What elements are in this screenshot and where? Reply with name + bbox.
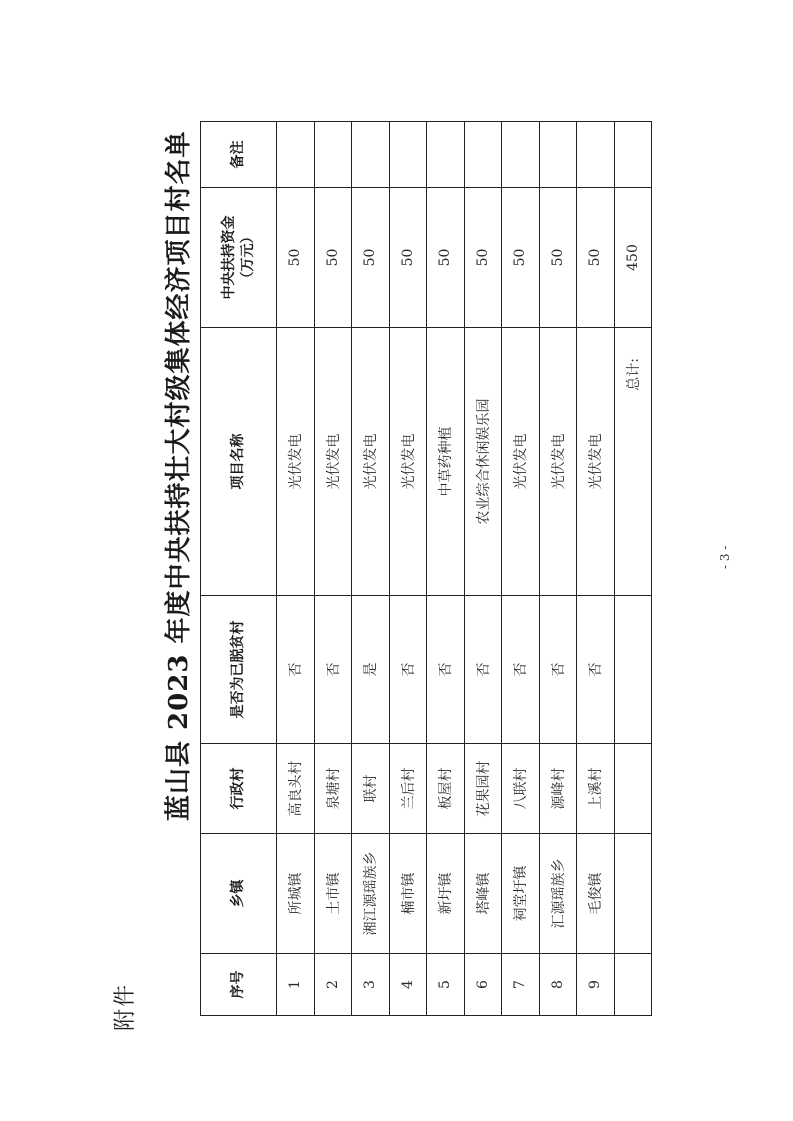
attachment-label: 附件: [113, 982, 138, 1031]
cell-project-name: 光伏发电: [539, 328, 577, 596]
cell-township: 祠堂圩镇: [502, 834, 540, 954]
cell-seq: 2: [314, 954, 352, 1016]
cell-seq: 1: [277, 954, 315, 1016]
table-row: [427, 122, 465, 1016]
cell-township: 塔峰镇: [464, 834, 502, 954]
cell-township: 汇源瑶族乡: [539, 834, 577, 954]
cell-poverty-status: 否: [539, 596, 577, 744]
cell-remarks: [614, 122, 652, 188]
cell-seq: 5: [427, 954, 465, 1016]
table-row: [464, 122, 502, 1016]
cell-village: [614, 744, 652, 834]
cell-township: 新圩镇: [427, 834, 465, 954]
cell-seq: 3: [352, 954, 390, 1016]
cell-poverty-status: 否: [577, 596, 615, 744]
cell-township: 所城镇: [277, 834, 315, 954]
cell-remarks: [502, 122, 540, 188]
header-township: 乡镇: [201, 834, 277, 954]
cell-remarks: [577, 122, 615, 188]
cell-funding: 50: [539, 188, 577, 328]
cell-seq: 8: [539, 954, 577, 1016]
header-funding-line1: 中央扶持资金: [220, 215, 237, 300]
page-number: - 3 -: [718, 545, 732, 569]
cell-funding: 50: [352, 188, 390, 328]
table-row: [502, 122, 540, 1016]
cell-remarks: [314, 122, 352, 188]
cell-village: 板屋村: [427, 744, 465, 834]
cell-remarks: [277, 122, 315, 188]
cell-seq: 7: [502, 954, 540, 1016]
cell-remarks: [352, 122, 390, 188]
header-village: 行政村: [201, 744, 277, 834]
cell-project-name: 光伏发电: [502, 328, 540, 596]
cell-poverty-status: [614, 596, 652, 744]
table-row: [389, 122, 427, 1016]
table-row: [352, 122, 390, 1016]
cell-poverty-status: 否: [464, 596, 502, 744]
project-village-table: [200, 121, 652, 1016]
cell-funding: 50: [314, 188, 352, 328]
cell-funding: 50: [277, 188, 315, 328]
cell-village: 花果园村: [464, 744, 502, 834]
cell-seq: 9: [577, 954, 615, 1016]
cell-seq: 6: [464, 954, 502, 1016]
header-project-name: 项目名称: [201, 328, 277, 596]
cell-project-name: 光伏发电: [577, 328, 615, 596]
cell-village: 八联村: [502, 744, 540, 834]
table-header-row: [201, 122, 277, 1016]
cell-township: 土市镇: [314, 834, 352, 954]
cell-township: 楠市镇: [389, 834, 427, 954]
cell-funding: 50: [427, 188, 465, 328]
cell-poverty-status: 是: [352, 596, 390, 744]
cell-township: 湘江源瑶族乡: [352, 834, 390, 954]
cell-village: 泉塘村: [314, 744, 352, 834]
cell-poverty-status: 否: [427, 596, 465, 744]
total-label: 总计:: [614, 328, 652, 596]
header-poverty-status: 是否为已脱贫村: [201, 596, 277, 744]
document-title: 蓝山县 2023 年度中央扶持壮大村级集体经济项目村名单: [164, 130, 194, 821]
table-row: [314, 122, 352, 1016]
header-remarks: 备注: [201, 122, 277, 188]
total-funding: 450: [614, 188, 652, 328]
cell-poverty-status: 否: [314, 596, 352, 744]
header-seq: 序号: [201, 954, 277, 1016]
cell-poverty-status: 否: [389, 596, 427, 744]
cell-poverty-status: 否: [277, 596, 315, 744]
cell-funding: 50: [389, 188, 427, 328]
cell-funding: 50: [464, 188, 502, 328]
table-row: [277, 122, 315, 1016]
table-row: [577, 122, 615, 1016]
cell-remarks: [539, 122, 577, 188]
cell-seq: [614, 954, 652, 1016]
cell-remarks: [389, 122, 427, 188]
cell-project-name: 光伏发电: [277, 328, 315, 596]
table-row: [539, 122, 577, 1016]
cell-village: 源峰村: [539, 744, 577, 834]
cell-township: 毛俊镇: [577, 834, 615, 954]
cell-remarks: [427, 122, 465, 188]
cell-poverty-status: 否: [502, 596, 540, 744]
cell-seq: 4: [389, 954, 427, 1016]
cell-project-name: 光伏发电: [352, 328, 390, 596]
cell-remarks: [464, 122, 502, 188]
cell-project-name: 光伏发电: [314, 328, 352, 596]
cell-village: 上溪村: [577, 744, 615, 834]
table-body: [277, 122, 652, 1016]
cell-project-name: 光伏发电: [389, 328, 427, 596]
cell-village: 联村: [352, 744, 390, 834]
cell-village: 高良头村: [277, 744, 315, 834]
total-row: [614, 122, 652, 1016]
cell-funding: 50: [577, 188, 615, 328]
cell-village: 兰后村: [389, 744, 427, 834]
cell-project-name: 农业综合休闲娱乐园: [464, 328, 502, 596]
cell-project-name: 中草药种植: [427, 328, 465, 596]
header-funding: [201, 188, 277, 328]
cell-township: [614, 834, 652, 954]
header-funding-line2: （万元）: [239, 229, 256, 286]
cell-funding: 50: [502, 188, 540, 328]
